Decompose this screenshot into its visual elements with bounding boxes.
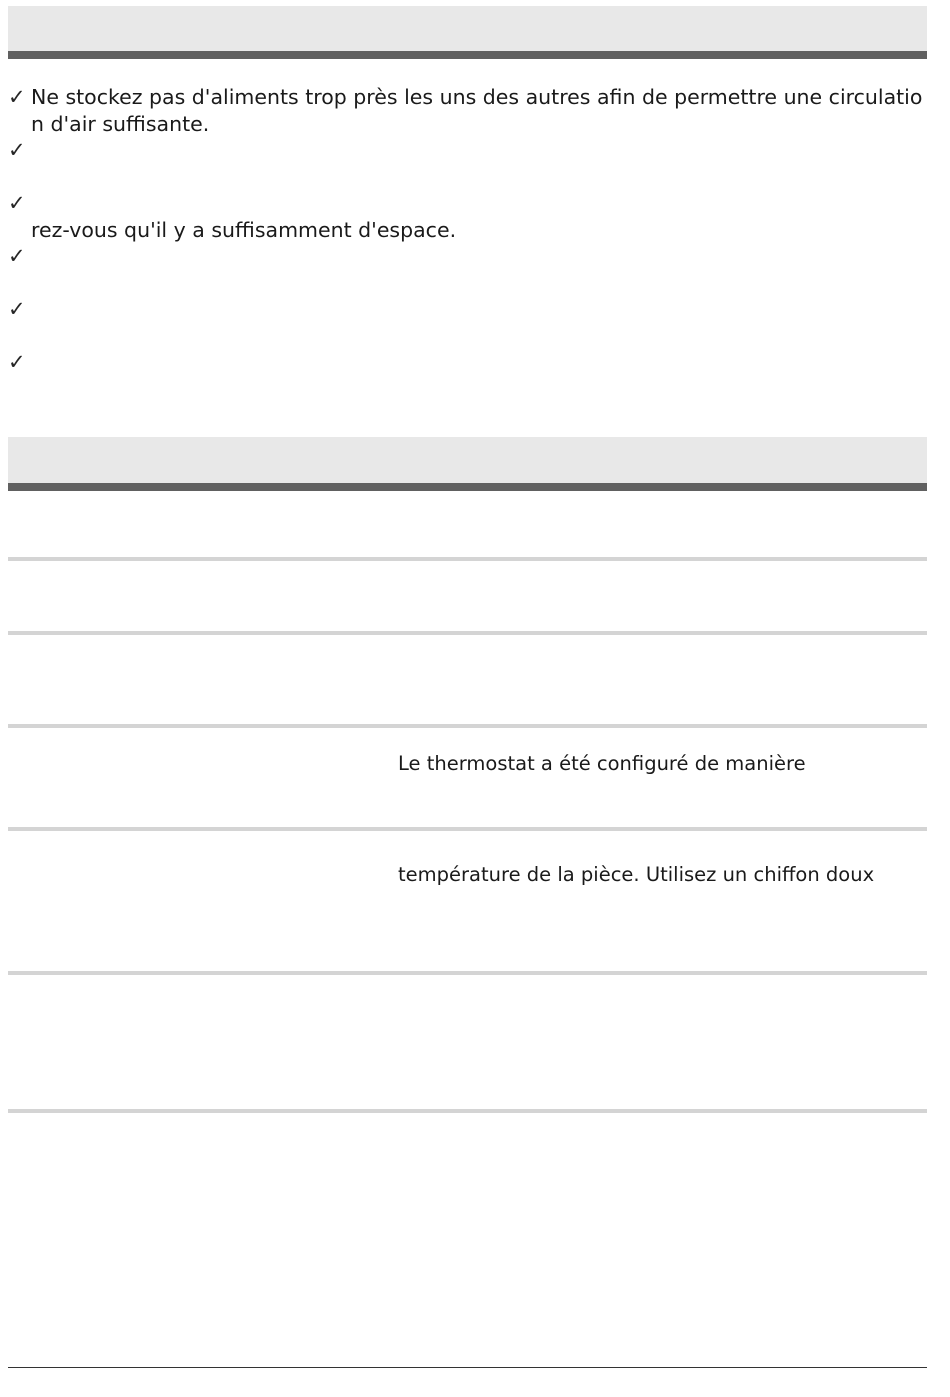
table-row-divider bbox=[8, 971, 927, 975]
checklist-item-text: rez-vous qu'il y a suffisamment d'espace. bbox=[31, 217, 457, 242]
table-row-divider bbox=[8, 724, 927, 728]
checklist-item bbox=[8, 190, 927, 243]
section-header-bar bbox=[8, 6, 927, 59]
section-header-bar bbox=[8, 437, 927, 491]
table-row-divider bbox=[8, 631, 927, 635]
table-row-divider bbox=[8, 1109, 927, 1113]
check-icon: ✓ bbox=[8, 244, 26, 268]
checklist-item bbox=[8, 137, 927, 190]
checklist-item bbox=[8, 349, 927, 402]
check-icon: ✓ bbox=[8, 138, 26, 162]
check-icon: ✓ bbox=[8, 85, 26, 109]
table-row-divider bbox=[8, 827, 927, 831]
check-icon: ✓ bbox=[8, 297, 26, 321]
check-icon: ✓ bbox=[8, 350, 26, 374]
checklist-item bbox=[8, 296, 927, 349]
table-row-divider bbox=[8, 557, 927, 561]
checklist-item bbox=[8, 84, 927, 137]
footer-divider bbox=[8, 1367, 927, 1368]
table-cell-text: Le thermostat a été configuré de manière bbox=[398, 752, 806, 775]
checklist-item bbox=[8, 243, 927, 296]
checklist-item-text: Ne stockez pas d'aliments trop près les uns des autres afin de permettre une circulation d'air suffisante. bbox=[31, 85, 923, 136]
table-cell-text: température de la pièce. Utilisez un chiffon doux bbox=[398, 863, 875, 886]
checklist bbox=[8, 84, 927, 402]
check-icon: ✓ bbox=[8, 191, 26, 215]
